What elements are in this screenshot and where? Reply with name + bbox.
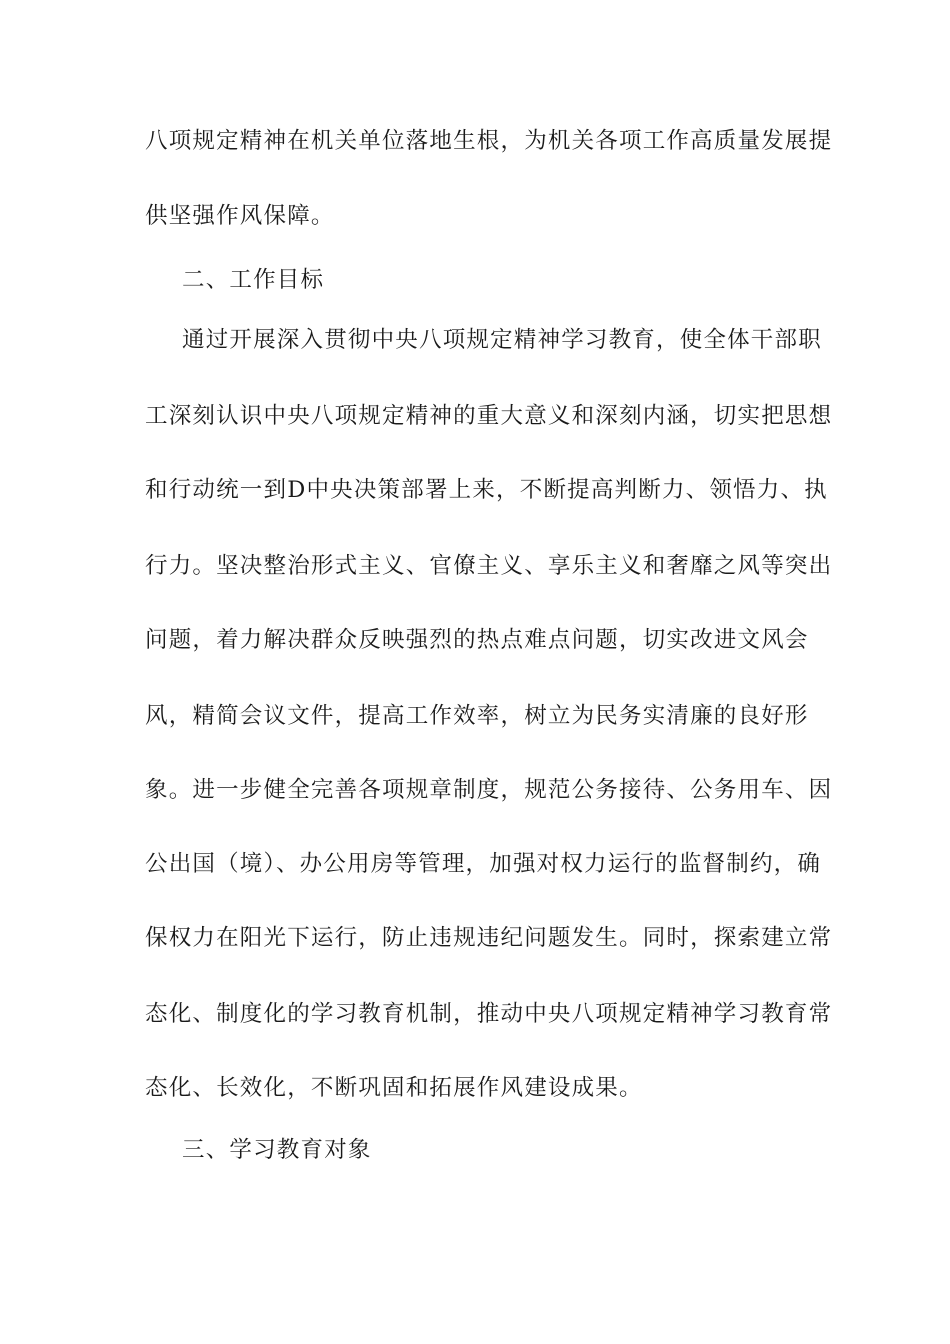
paragraph-line: 公出国（境）、办公用房等管理，加强对权力运行的监督制约，确: [145, 851, 822, 877]
paragraph-line: 风，精简会议文件，提高工作效率，树立为民务实清廉的良好形: [145, 703, 809, 729]
paragraph-line: 态化、制度化的学习教育机制，推动中央八项规定精神学习教育常: [145, 1001, 833, 1027]
paragraph-line: 行力。坚决整治形式主义、官僚主义、享乐主义和奢靡之风等突出: [145, 553, 833, 579]
paragraph-line: 八项规定精神在机关单位落地生根，为机关各项工作高质量发展提: [145, 128, 833, 154]
section-heading-work-goals: 二、工作目标: [182, 267, 325, 293]
paragraph-line: 问题，着力解决群众反映强烈的热点难点问题，切实改进文风会: [145, 627, 809, 653]
paragraph-line: 供坚强作风保障。: [145, 203, 335, 229]
paragraph-line: 保权力在阳光下运行，防止违规违纪问题发生。同时，探索建立常: [145, 925, 833, 951]
paragraph-line: 通过开展深入贯彻中央八项规定精神学习教育，使全体干部职: [182, 327, 822, 353]
section-heading-learning-targets: 三、学习教育对象: [182, 1137, 372, 1163]
paragraph-line: 工深刻认识中央八项规定精神的重大意义和深刻内涵，切实把思想: [145, 403, 833, 429]
paragraph-line: 态化、长效化，不断巩固和拓展作风建设成果。: [145, 1075, 643, 1101]
paragraph-line: 和行动统一到D中央决策部署上来，不断提高判断力、领悟力、执: [145, 477, 828, 503]
paragraph-line: 象。进一步健全完善各项规章制度，规范公务接待、公务用车、因: [145, 777, 833, 803]
